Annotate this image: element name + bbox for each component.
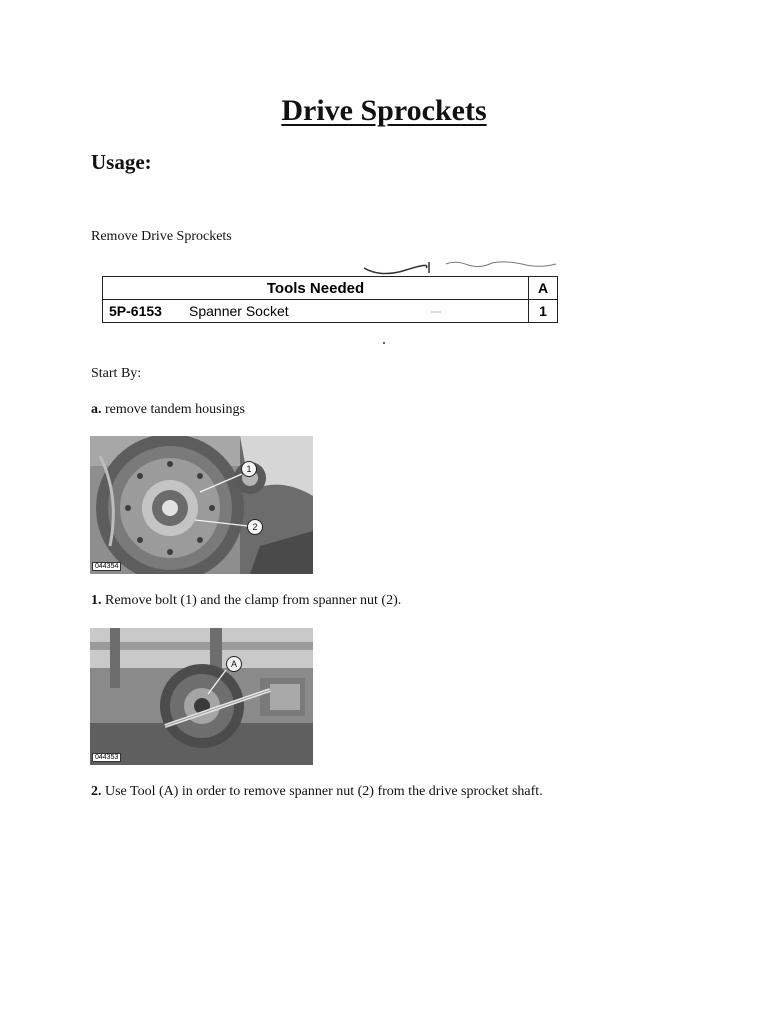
step-marker: 1. <box>91 593 102 608</box>
tool-quantity: 1 <box>529 300 558 323</box>
tools-needed-figure <box>96 256 566 348</box>
step-marker: 2. <box>91 784 102 799</box>
figure-id: 044353 <box>92 753 121 762</box>
page-title: Drive Sprockets <box>281 94 487 127</box>
tools-header-row <box>103 277 558 300</box>
tool-name: Spanner Socket <box>189 303 289 319</box>
callout-2: 2 <box>247 519 263 535</box>
callout-1: 1 <box>241 461 257 477</box>
step-1 <box>91 593 401 609</box>
figure-spanner-tool <box>90 628 313 765</box>
step-2 <box>91 784 543 800</box>
start-by-text: Start By: <box>91 366 142 381</box>
figure-id: 044354 <box>92 562 121 571</box>
tools-column-a: A <box>529 277 558 300</box>
step-text: Use Tool (A) in order to remove spanner nut (2) from the drive sprocket shaft. <box>101 784 543 799</box>
table-row <box>103 300 558 323</box>
tools-table <box>102 276 558 323</box>
tool-cell <box>103 300 529 323</box>
part-number: 5P-6153 <box>109 303 162 319</box>
step-a <box>91 402 245 418</box>
usage-heading: Usage: <box>91 150 152 174</box>
figure-sprocket-bolt <box>90 436 313 574</box>
callout-a: A <box>226 656 242 672</box>
intro-text: Remove Drive Sprockets <box>91 229 232 244</box>
tools-header: Tools Needed <box>103 277 529 300</box>
step-text: Remove bolt (1) and the clamp from spanner nut (2). <box>101 593 402 608</box>
spanner-photo-illustration <box>90 628 313 765</box>
sprocket-photo-illustration <box>90 436 313 574</box>
step-marker: a. <box>91 402 102 417</box>
step-text: remove tandem housings <box>101 402 245 417</box>
